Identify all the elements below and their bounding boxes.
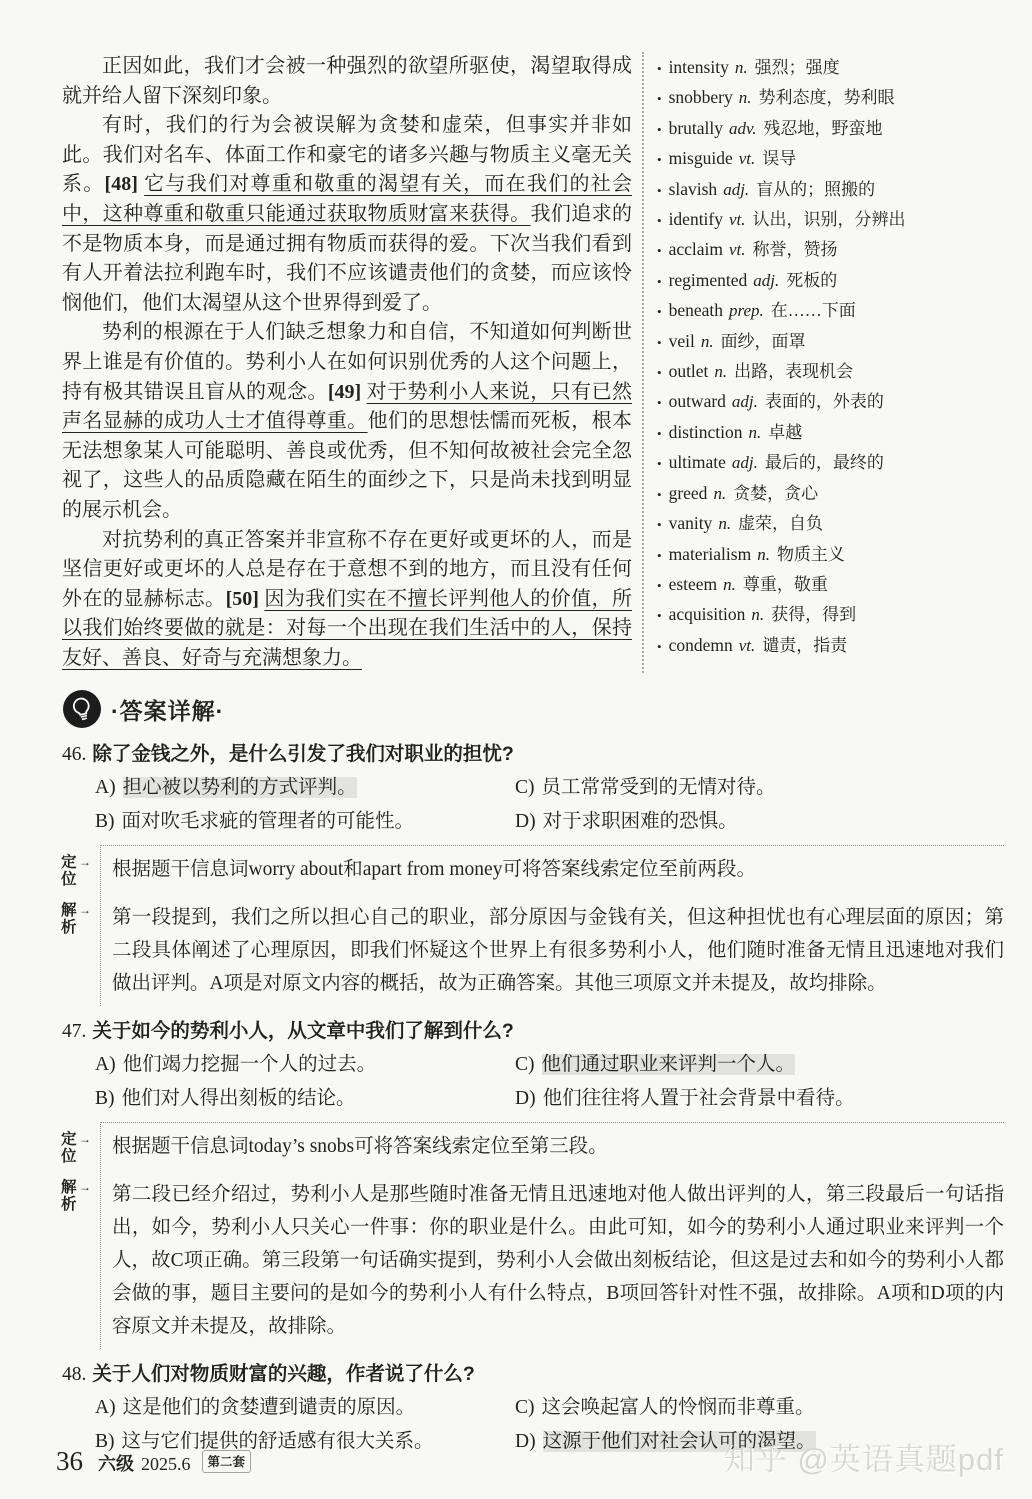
vocab-definition: 贪婪，贪心	[733, 483, 819, 503]
underlined-sentence-50: 因为我们实在不擅长评判他人的价值，所以我们始终要做的就是：对每一个出现在我们生活中的人，保持友好、善良、好奇与充满想象力。	[62, 587, 633, 669]
vocab-pos: n.	[734, 58, 748, 77]
option-label: D)	[515, 1430, 536, 1452]
vocab-pos: vt.	[729, 210, 746, 230]
arrow-right-icon: →	[79, 1132, 91, 1147]
analysis-label-text: 解析	[61, 1179, 79, 1214]
option-46-d	[515, 805, 1004, 839]
vocab-definition: 谴责，指责	[762, 635, 848, 655]
vocab-pos: n.	[751, 605, 765, 625]
option-label: C)	[515, 1054, 535, 1076]
vocab-word: misguide	[668, 148, 733, 169]
vocab-pos: vt.	[738, 635, 756, 655]
vocab-definition: 在……下面	[770, 301, 856, 321]
question-number: 47.	[62, 1021, 87, 1043]
option-text: 他们通过职业来评判一个人。	[541, 1054, 796, 1076]
bullet-icon: •	[657, 608, 662, 624]
vocab-pos: n.	[714, 362, 728, 382]
vocab-definition: 面纱，面罩	[720, 331, 806, 351]
question-stem-text: 关于人们对物质财富的兴趣，作者说了什么?	[92, 1363, 475, 1386]
vocab-item	[657, 448, 1004, 478]
vocab-definition: 虚荣，自负	[738, 514, 824, 534]
vocab-definition: 认出，识别，分辨出	[752, 210, 906, 230]
vocab-item	[657, 631, 1004, 661]
bullet-icon: •	[657, 152, 662, 168]
option-text: 担心被以势利的方式评判。	[122, 777, 357, 799]
option-text: 对于求职困难的恐惧。	[542, 810, 738, 832]
option-48-c	[515, 1391, 1004, 1425]
page-number: 36	[56, 1446, 83, 1476]
explanation-block-46	[61, 845, 1004, 1006]
vocab-word: identify	[668, 209, 723, 230]
vocab-word: ultimate	[668, 452, 726, 473]
options-grid	[95, 1048, 1004, 1115]
option-text: 这会唤起富人的怜悯而非尊重。	[541, 1397, 815, 1419]
vocab-word: vanity	[668, 513, 713, 534]
vocab-pos: vt.	[738, 149, 756, 169]
option-48-a	[95, 1391, 515, 1425]
analysis-row	[61, 901, 1004, 1000]
option-text: 他们竭力挖掘一个人的过去。	[122, 1054, 377, 1076]
vocab-item	[657, 205, 1004, 235]
vocab-word: outlet	[668, 361, 709, 382]
analysis-row	[61, 1178, 1004, 1343]
locate-row	[61, 853, 1004, 889]
underlined-sentence-49: 对于势利小人来说，只有已然声名显赫的成功人士才值得尊重。	[62, 380, 633, 433]
vocab-pos: adj.	[731, 392, 758, 412]
arrow-right-icon: →	[79, 855, 91, 870]
vocab-pos: n.	[713, 483, 727, 503]
vocab-item	[657, 540, 1004, 570]
vocab-item	[657, 296, 1004, 326]
vocab-word: esteem	[668, 573, 718, 594]
locate-label	[61, 854, 101, 888]
column-divider	[642, 52, 644, 673]
vocab-definition: 势利态度，势利眼	[758, 88, 895, 108]
paragraph-text: 我们追求的不是物质本身，而是通过拥有物质而获得的爱。下次当我们看到有人开着法拉利跑车时，我们不应该谴责他们的贪婪，而应该怜悯他们，他们太渴望从这个世界得到爱了。	[62, 202, 633, 314]
vocab-word: snobbery	[668, 87, 733, 108]
vocab-definition: 获得，得到	[771, 605, 857, 625]
paragraph-text: 正因如此，我们才会被一种强烈的欲望所驱使，渴望取得成就并给人留下深刻印象。	[62, 55, 632, 107]
vocab-pos: prep.	[728, 301, 764, 321]
vocab-pos: vt.	[728, 240, 746, 260]
bullet-icon: •	[657, 182, 662, 198]
bullet-icon: •	[657, 304, 662, 320]
vocab-definition: 误导	[762, 149, 797, 169]
vocabulary-column	[657, 52, 1004, 673]
page-footer	[56, 1446, 251, 1477]
option-46-a	[95, 771, 515, 805]
question-stem	[62, 1015, 1004, 1048]
question-stem-text: 关于如今的势利小人，从文章中我们了解到什么?	[92, 1020, 514, 1043]
vocab-item	[657, 235, 1004, 265]
vocab-item	[657, 509, 1004, 539]
locate-label	[61, 1131, 101, 1165]
vocab-pos: n.	[757, 544, 770, 564]
option-47-a	[95, 1048, 515, 1082]
exam-set-badge: 第二套	[202, 1450, 252, 1473]
vocab-word: distinction	[668, 421, 743, 442]
option-text: 这源于他们对社会认可的渴望。	[542, 1430, 816, 1452]
option-label: C)	[515, 777, 535, 799]
exam-level: 六级	[98, 1454, 134, 1474]
analysis-text: 第二段已经介绍过，势利小人是那些随时准备无情且迅速地对他人做出评判的人，第三段最后一句话指出，如今，势利小人只关心一件事：你的职业是什么。由此可知，如今的势利小人通过职业来评判一个人，故C项正确。第三段第一句话确实提到，势利小人会做出刻板结论，但这是过去和如今的势利小人都会做的事，题目主要问的是如今的势利小人有什么特点，B项回答针对性不强，故排除。A项和D项的内容原文并未提及，故排除。	[112, 1184, 1004, 1338]
bullet-icon: •	[657, 91, 662, 107]
translation-paragraph-2	[62, 111, 632, 318]
paragraph-text: 对抗势利的真正答案并非宣称不存在更好或更坏的人，而是坚信更好或更坏的人总是存在于意想不到的地方，而且没有任何外在的显赫标志。	[62, 528, 632, 610]
vocab-item	[657, 418, 1004, 448]
arrow-right-icon: →	[79, 1180, 91, 1195]
answer-section-title: ·答案详解·	[111, 697, 225, 724]
bullet-icon: •	[657, 121, 662, 137]
option-47-c	[515, 1048, 1004, 1082]
bullet-icon: •	[657, 365, 662, 381]
translation-paragraph-3	[62, 318, 632, 525]
vocab-item	[657, 114, 1004, 144]
question-46	[62, 738, 1004, 1006]
bullet-icon: •	[657, 334, 662, 350]
locate-text: 根据题干信息词today’s snobs可将答案线索定位至第三段。	[112, 1136, 608, 1158]
question-marker-49: [49]	[327, 380, 367, 403]
option-label: B)	[95, 1087, 115, 1109]
bullet-icon: •	[657, 243, 662, 259]
vocab-word: greed	[668, 482, 708, 503]
analysis-label-text: 解析	[61, 902, 79, 937]
vocab-item	[657, 327, 1004, 357]
arrow-right-icon: →	[79, 903, 91, 918]
option-text: 他们对人得出刻板的结论。	[121, 1087, 356, 1109]
question-marker-50: [50]	[225, 587, 265, 610]
option-46-c	[515, 771, 1004, 805]
vocab-pos: n.	[700, 331, 714, 351]
option-label: D)	[515, 810, 536, 832]
vocab-item	[657, 266, 1004, 296]
vocab-item	[657, 387, 1004, 417]
answer-section-header	[62, 689, 1004, 729]
paragraph-text: 有时，我们的行为会被误解为贪婪和虚荣，但事实并非如此。我们对名车、体面工作和豪宅的诸多兴趣与物质主义毫无关系。	[62, 114, 632, 196]
option-text: 面对吹毛求疵的管理者的可能性。	[121, 810, 415, 832]
vocab-pos: adj.	[753, 270, 780, 290]
vocab-word: beneath	[668, 300, 723, 321]
exam-date: 2025.6	[141, 1454, 191, 1474]
bullet-icon: •	[657, 547, 662, 563]
analysis-label	[61, 1179, 101, 1213]
question-47	[62, 1015, 1004, 1349]
paragraph-text: 他们的思想怯懦而死板，根本无法想象某人可能聪明、善良或优秀，但不知何故被社会完全忽视了，这些人的品质隐藏在陌生的面纱之下，只是尚未找到明显的展示机会。	[62, 410, 633, 521]
vocab-pos: adv.	[729, 118, 757, 138]
option-label: C)	[515, 1397, 535, 1419]
vocab-pos: adj.	[731, 453, 758, 473]
option-47-b	[95, 1082, 515, 1116]
vocab-word: intensity	[668, 57, 729, 77]
vocab-item	[657, 83, 1004, 113]
vocab-pos: n.	[718, 514, 732, 534]
watermark: 知乎 @英语真题pdf	[723, 1442, 1004, 1477]
vocab-word: regimented	[668, 269, 748, 290]
option-label: A)	[95, 777, 116, 799]
translation-column	[62, 52, 632, 673]
bullet-icon: •	[657, 577, 662, 593]
vocab-definition: 卓越	[768, 422, 803, 442]
option-label: B)	[95, 810, 115, 832]
vocab-item	[657, 144, 1004, 174]
option-46-b	[95, 805, 515, 839]
vocab-word: brutally	[668, 117, 723, 138]
vocab-pos: n.	[738, 88, 752, 108]
locate-label-text: 定位	[61, 854, 79, 889]
question-stem	[62, 1358, 1004, 1391]
option-text: 这是他们的贪婪遭到谴责的原因。	[122, 1397, 416, 1419]
option-label: A)	[95, 1397, 116, 1419]
vocab-word: materialism	[668, 543, 752, 564]
vocab-item	[657, 357, 1004, 387]
lightbulb-icon	[62, 689, 102, 729]
locate-label-text: 定位	[61, 1131, 79, 1166]
analysis-text: 第一段提到，我们之所以担心自己的职业，部分原因与金钱有关，但这种担忧也有心理层面的原因；第二段具体阐述了心理原因，即我们怀疑这个世界上有很多势利小人，他们随时准备无情且迅速地对我们做出评判。A项是对原文内容的概括，故为正确答案。其他三项原文并未提及，故均排除。	[112, 907, 1004, 995]
option-text: 员工常常受到的无情对待。	[541, 777, 776, 799]
question-stem-text: 除了金钱之外，是什么引发了我们对职业的担忧?	[92, 743, 514, 766]
vocab-pos: adj.	[723, 179, 750, 199]
option-text: 他们往往将人置于社会背景中看待。	[542, 1087, 855, 1109]
option-label: D)	[515, 1087, 536, 1109]
bullet-icon: •	[657, 61, 662, 76]
vocab-definition: 尊重，敬重	[742, 574, 828, 594]
vocab-word: slavish	[668, 178, 718, 199]
translation-paragraph-4	[62, 526, 632, 674]
vocab-word: acclaim	[668, 239, 723, 260]
paragraph-text: 势利的根源在于人们缺乏想象力和自信，不知道如何判断世界上谁是有价值的。势利小人在如何识别优秀的人这个问题上，持有极其错误且盲从的观念。	[62, 321, 632, 403]
question-number: 48.	[62, 1364, 87, 1386]
bullet-icon: •	[657, 517, 662, 533]
option-label: B)	[95, 1430, 115, 1452]
bullet-icon: •	[657, 486, 662, 502]
vocab-definition: 最后的，最终的	[764, 453, 884, 473]
answer-section	[62, 689, 1004, 1458]
vocab-item	[657, 175, 1004, 205]
bullet-icon: •	[657, 213, 662, 229]
vocab-word: veil	[668, 330, 695, 351]
vocab-definition: 出路，表现机会	[734, 362, 854, 382]
option-label: A)	[95, 1054, 116, 1076]
vocab-definition: 表面的，外表的	[764, 392, 884, 412]
bullet-icon: •	[657, 456, 662, 472]
option-text: 这与它们提供的舒适感有很大关系。	[121, 1430, 434, 1452]
vocab-pos: n.	[748, 422, 762, 442]
vocab-definition: 死板的	[786, 270, 838, 290]
explanation-block-47	[61, 1122, 1004, 1349]
vocab-word: acquisition	[668, 604, 746, 625]
option-47-d	[515, 1082, 1004, 1116]
vocab-word: outward	[668, 391, 726, 412]
locate-row	[61, 1130, 1004, 1166]
vocab-pos: n.	[723, 574, 736, 594]
question-marker-48: [48]	[104, 173, 145, 196]
vocab-definition: 称誉，赞扬	[752, 240, 838, 260]
underlined-sentence-48: 它与我们对尊重和敬重的渴望有关，而在我们的社会中，这种尊重和敬重只能通过获取物质财富来获得。	[62, 173, 633, 225]
analysis-label	[61, 902, 101, 936]
translation-section	[62, 52, 1004, 673]
vocab-word: condemn	[668, 634, 733, 655]
question-number: 46.	[62, 744, 87, 766]
translation-paragraph-1	[62, 52, 632, 111]
bullet-icon: •	[657, 395, 662, 411]
bullet-icon: •	[657, 273, 662, 289]
vocab-item	[657, 53, 1004, 83]
options-grid	[95, 771, 1004, 838]
vocab-item	[657, 479, 1004, 509]
vocab-definition: 盲从的；照搬的	[756, 179, 876, 199]
vocab-definition: 强烈；强度	[754, 58, 840, 77]
bullet-icon: •	[657, 638, 662, 654]
vocab-item	[657, 600, 1004, 630]
locate-text: 根据题干信息词worry about和apart from money可将答案线索定位至前两段。	[112, 859, 756, 881]
vocab-item	[657, 570, 1004, 600]
question-stem	[62, 738, 1004, 771]
vocab-definition: 残忍地，野蛮地	[763, 118, 883, 138]
bullet-icon: •	[657, 425, 662, 441]
vocab-definition: 物质主义	[776, 544, 845, 564]
